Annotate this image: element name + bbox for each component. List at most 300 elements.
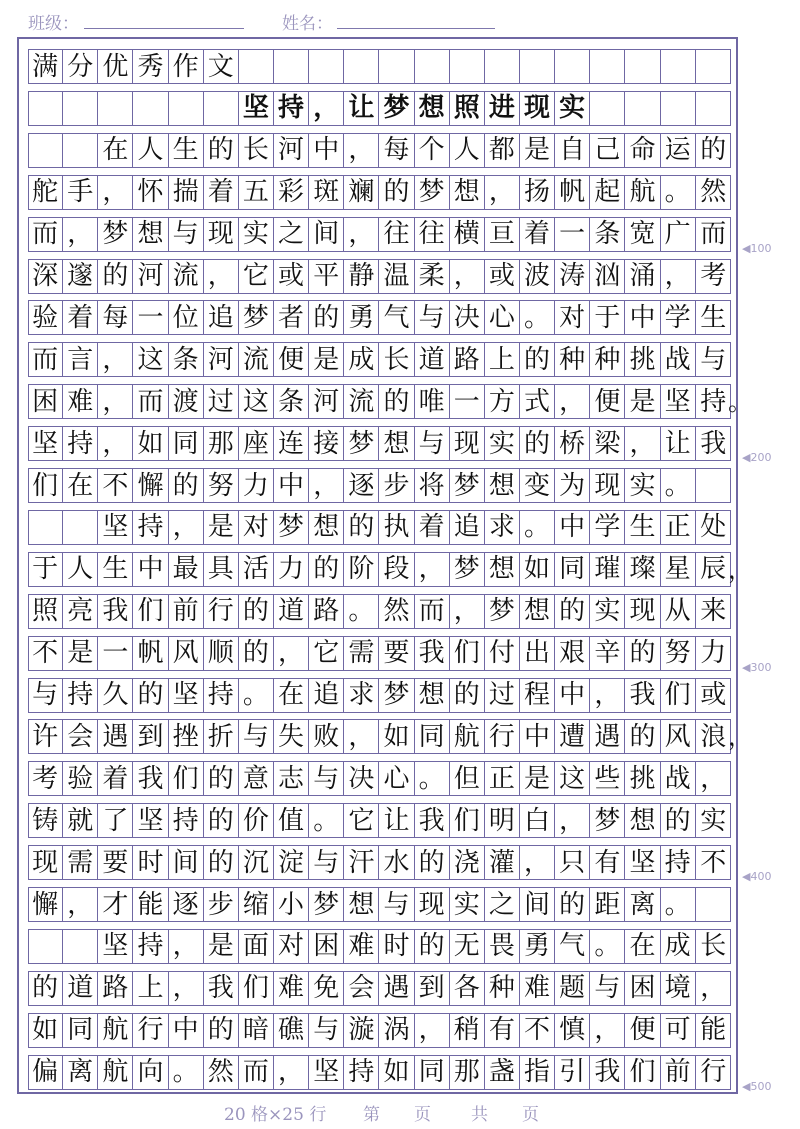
- grid-cell: [204, 91, 239, 126]
- grid-cell: 艰: [555, 636, 590, 671]
- grid-cell: 暗: [239, 1013, 274, 1048]
- grid-cell: 现: [204, 217, 239, 252]
- grid-cell: 力: [274, 552, 309, 587]
- grid-cell: [63, 929, 98, 964]
- grid-cell: 就: [63, 803, 98, 838]
- grid-cell: 照: [28, 594, 63, 629]
- grid-cell: 梦: [344, 426, 379, 461]
- grid-cell: 生: [625, 510, 660, 545]
- grid-cell: 着: [520, 217, 555, 252]
- grid-cell: 想: [520, 594, 555, 629]
- grid-cell: 对: [555, 300, 590, 335]
- grid-cell: 汹: [590, 259, 625, 294]
- grid-cell: 们: [28, 468, 63, 503]
- grid-cell: 坚: [133, 803, 168, 838]
- grid-cell: 而: [28, 342, 63, 377]
- grid-cell: 路: [309, 594, 344, 629]
- grid-cell: 逐: [344, 468, 379, 503]
- grid-cell: [274, 49, 309, 84]
- grid-cell: 中: [169, 1013, 204, 1048]
- grid-cell: 航: [450, 719, 485, 754]
- grid-cell: 我: [204, 971, 239, 1006]
- grid-cell: ，: [415, 1013, 450, 1048]
- overflow-mark: ，: [728, 555, 752, 584]
- grid-row: [28, 259, 731, 294]
- grid-cell: 想: [309, 510, 344, 545]
- grid-cell: 。: [590, 929, 625, 964]
- grid-cell: 能: [133, 887, 168, 922]
- grid-cell: ，: [485, 175, 520, 210]
- grid-cell: 不: [700, 847, 727, 878]
- grid-cell: 道: [274, 594, 309, 629]
- grid-cell: 风: [661, 719, 696, 754]
- grid-cell: [63, 510, 98, 545]
- grid-cell: 持: [63, 678, 98, 713]
- word-count-marker: ◀100: [742, 241, 772, 255]
- overflow-mark: ，: [728, 723, 752, 752]
- grid-cell: 现: [520, 91, 555, 126]
- grid-cell: 想: [344, 887, 379, 922]
- grid-cell: 小: [274, 887, 309, 922]
- grid-cell: 中: [625, 300, 660, 335]
- grid-cell: 邃: [63, 259, 98, 294]
- grid-cell: 不: [520, 1013, 555, 1048]
- grid-cell: 河: [133, 259, 168, 294]
- grid-row: [28, 426, 731, 461]
- grid-cell: 持: [700, 386, 727, 417]
- grid-cell: ，: [98, 342, 133, 377]
- grid-cell: 如: [379, 719, 414, 754]
- grid-cell: 而: [133, 384, 168, 419]
- grid-cell: 现: [450, 426, 485, 461]
- grid-cell: 的: [204, 845, 239, 880]
- grid-cell: 顺: [204, 636, 239, 671]
- grid-cell: 种: [590, 342, 625, 377]
- grid-cell: 了: [98, 803, 133, 838]
- grid-cell: 失: [274, 719, 309, 754]
- grid-cell: 照: [450, 91, 485, 126]
- grid-cell: [661, 49, 696, 84]
- grid-cell: [63, 91, 98, 126]
- grid-row: [28, 719, 731, 754]
- grid-cell: 无: [450, 929, 485, 964]
- grid-cell: 的: [520, 426, 555, 461]
- grid-cell: 与: [590, 971, 625, 1006]
- grid-cell: 实: [590, 594, 625, 629]
- grid-cell: 梦: [590, 803, 625, 838]
- grid-cell: 铸: [28, 803, 63, 838]
- grid-cell: 距: [590, 887, 625, 922]
- grid-cell: 的: [133, 678, 168, 713]
- grid-cell: 持: [133, 929, 168, 964]
- grid-cell: 与: [379, 887, 414, 922]
- grid-cell: 斓: [344, 175, 379, 210]
- grid-cell: 实: [555, 91, 590, 126]
- grid-cell: 价: [239, 803, 274, 838]
- grid-cell: 与: [28, 678, 63, 713]
- grid-cell: 人: [63, 552, 98, 587]
- grid-cell: 将: [415, 468, 450, 503]
- grid-cell: 梦: [450, 552, 485, 587]
- grid-cell: 在: [63, 468, 98, 503]
- grid-cell: [661, 91, 696, 126]
- grid-row: [28, 133, 731, 168]
- grid-cell: 坚: [625, 845, 660, 880]
- grid-cell: 的: [661, 803, 696, 838]
- grid-cell: 我: [590, 1055, 625, 1090]
- grid-cell: 往: [379, 217, 414, 252]
- grid-cell: [415, 49, 450, 84]
- grid-cell: 秀: [133, 49, 168, 84]
- grid-cell: 梦: [415, 175, 450, 210]
- grid-cell: 河: [309, 384, 344, 419]
- grid-cell: 柔: [415, 259, 450, 294]
- grid-cell: [696, 49, 731, 84]
- grid-cell: ，: [274, 636, 309, 671]
- grid-cell: 们: [661, 678, 696, 713]
- grid-cell: 的: [625, 719, 660, 754]
- grid-cell: 的: [239, 636, 274, 671]
- grid-cell: 的: [555, 594, 590, 629]
- grid-cell: ，: [63, 887, 98, 922]
- grid-cell: 梦: [379, 678, 414, 713]
- grid-cell: 航: [625, 175, 660, 210]
- grid-cell: 白: [520, 803, 555, 838]
- grid-cell: 连: [274, 426, 309, 461]
- grid-cell: 步: [204, 887, 239, 922]
- grid-cell: 会: [344, 971, 379, 1006]
- overflow-mark: 。: [728, 388, 752, 417]
- grid-cell: 不: [28, 636, 63, 671]
- grid-cell: 现: [590, 468, 625, 503]
- grid-cell: 实: [625, 468, 660, 503]
- grid-cell: 坚: [98, 929, 133, 964]
- grid-cell: 与: [415, 426, 450, 461]
- grid-cell: 流: [239, 342, 274, 377]
- grid-cell: 时: [133, 845, 168, 880]
- grid-row: [28, 761, 731, 796]
- grid-cell: 学: [661, 300, 696, 335]
- grid-cell: 让: [661, 426, 696, 461]
- grid-cell: 可: [661, 1013, 696, 1048]
- name-blank-line: [337, 28, 495, 29]
- grid-cell: 我: [700, 428, 727, 459]
- grid-cell: 间: [309, 217, 344, 252]
- word-count-marker: ◀300: [742, 660, 772, 674]
- grid-cell: 我: [415, 636, 450, 671]
- grid-cell: 从: [661, 594, 696, 629]
- grid-cell: 过: [485, 678, 520, 713]
- grid-cell: 变: [520, 468, 555, 503]
- grid-cell: 气: [379, 300, 414, 335]
- grid-cell: ，: [661, 259, 696, 294]
- grid-cell: 有: [590, 845, 625, 880]
- grid-cell: 或: [700, 680, 727, 710]
- grid-cell: 心: [485, 300, 520, 335]
- grid-cell: 的: [520, 342, 555, 377]
- grid-cell: 便: [625, 1013, 660, 1048]
- grid-cell: 涌: [625, 259, 660, 294]
- grid-cell: 的: [555, 887, 590, 922]
- grid-cell: 勇: [520, 929, 555, 964]
- grid-cell: 道: [63, 971, 98, 1006]
- grid-cell: 淀: [274, 845, 309, 880]
- grid-cell: 的: [98, 259, 133, 294]
- grid-cell: 人: [133, 133, 168, 168]
- grid-row-title: [28, 91, 731, 126]
- grid-cell: 引: [555, 1055, 590, 1090]
- grid-cell: 如: [28, 1013, 63, 1048]
- grid-cell: 然: [204, 1055, 239, 1090]
- grid-cell: 时: [379, 929, 414, 964]
- grid-cell: [28, 133, 63, 168]
- grid-cell: 中: [309, 133, 344, 168]
- grid-cell: 上: [133, 971, 168, 1006]
- grid-cell: 行: [204, 594, 239, 629]
- grid-cell: [485, 49, 520, 84]
- grid-cell: 扬: [520, 175, 555, 210]
- grid-cell: 是: [63, 636, 98, 671]
- grid-cell: 辛: [590, 636, 625, 671]
- grid-cell: ，: [555, 803, 590, 838]
- grid-cell: 偏: [28, 1055, 63, 1090]
- grid-cell: 力: [700, 638, 727, 669]
- grid-cell: 长: [239, 133, 274, 168]
- grid-cell: 浪: [700, 721, 727, 752]
- grid-cell: 想: [379, 426, 414, 461]
- grid-cell: 现: [28, 845, 63, 880]
- grid-cell: 或: [274, 259, 309, 294]
- grid-cell: 正: [661, 510, 696, 545]
- grid-cell: 梦: [309, 887, 344, 922]
- grid-cell: 梦: [239, 300, 274, 335]
- grid-cell: 的: [204, 761, 239, 796]
- grid-cell: 帆: [133, 636, 168, 671]
- grid-cell: 梦: [379, 91, 414, 126]
- grid-cell: 的: [625, 636, 660, 671]
- grid-cell: 持: [661, 845, 696, 880]
- grid-cell: 的: [450, 678, 485, 713]
- grid-cell: 上: [485, 342, 520, 377]
- grid-cell: 梦: [450, 468, 485, 503]
- grid-cell: 我: [98, 594, 133, 629]
- grid-cell: 进: [485, 91, 520, 126]
- grid-cell: 与: [700, 344, 727, 375]
- grid-cell: 而: [239, 1055, 274, 1090]
- grid-cell: 验: [28, 300, 63, 335]
- grid-cell: ，: [344, 133, 379, 168]
- grid-cell: ，: [415, 552, 450, 587]
- grid-cell: 种: [555, 342, 590, 377]
- grid-cell: 决: [344, 761, 379, 796]
- total-pages-label: 共 页: [471, 1105, 539, 1125]
- grid-cell: 梦: [98, 217, 133, 252]
- grid-cell: 困: [28, 384, 63, 419]
- grid-cell: [696, 468, 731, 503]
- grid-cell: 。: [309, 803, 344, 838]
- grid-cell: 的: [204, 803, 239, 838]
- grid-cell: 志: [274, 761, 309, 796]
- grid-spec-label: 20 格×25 行: [224, 1105, 327, 1125]
- grid-cell: 往: [415, 217, 450, 252]
- grid-cell: 的: [344, 510, 379, 545]
- grid-cell: 许: [28, 719, 63, 754]
- grid-cell: 位: [169, 300, 204, 335]
- grid-cell: 想: [133, 217, 168, 252]
- grid-row: [28, 636, 731, 671]
- grid-cell: 们: [239, 971, 274, 1006]
- grid-cell: 。: [169, 1055, 204, 1090]
- grid-cell: 梦: [274, 510, 309, 545]
- grid-cell: 过: [204, 384, 239, 419]
- grid-cell: 的: [239, 594, 274, 629]
- grid-cell: 持: [133, 510, 168, 545]
- grid-row: [28, 384, 731, 419]
- grid-cell: 让: [379, 803, 414, 838]
- grid-cell: 梦: [485, 594, 520, 629]
- grid-cell: 成: [661, 929, 696, 964]
- grid-cell: 战: [661, 761, 696, 796]
- grid-cell: 同: [415, 719, 450, 754]
- grid-row: [28, 552, 731, 587]
- grid-cell: [590, 91, 625, 126]
- grid-cell: 只: [555, 845, 590, 880]
- grid-cell: 为: [555, 468, 590, 503]
- grid-cell: 的: [204, 1013, 239, 1048]
- grid-cell: 一: [555, 217, 590, 252]
- grid-cell: ，: [169, 510, 204, 545]
- grid-cell: 它: [309, 636, 344, 671]
- grid-cell: [98, 91, 133, 126]
- grid-cell: 步: [379, 468, 414, 503]
- grid-cell: 亮: [63, 594, 98, 629]
- grid-cell: 行: [485, 719, 520, 754]
- grid-cell: 都: [485, 133, 520, 168]
- grid-cell: 力: [239, 468, 274, 503]
- grid-row: [28, 887, 731, 922]
- grid-cell: 离: [625, 887, 660, 922]
- grid-cell: 考: [28, 761, 63, 796]
- grid-cell: 出: [520, 636, 555, 671]
- grid-cell: 流: [344, 384, 379, 419]
- grid-cell: 接: [309, 426, 344, 461]
- grid-cell: 涛: [555, 259, 590, 294]
- grid-cell: 一: [450, 384, 485, 419]
- grid-cell: 作: [169, 49, 204, 84]
- grid-cell: 中: [555, 510, 590, 545]
- grid-cell: 这: [133, 342, 168, 377]
- grid-cell: 璀: [590, 552, 625, 587]
- grid-cell: 坚: [309, 1055, 344, 1090]
- grid-row: [28, 971, 731, 1006]
- grid-cell: 怀: [133, 175, 168, 210]
- grid-cell: 挑: [625, 761, 660, 796]
- grid-cell: 些: [590, 761, 625, 796]
- grid-cell: 河: [274, 133, 309, 168]
- grid-cell: [450, 49, 485, 84]
- grid-cell: 懈: [28, 887, 63, 922]
- grid-row: [28, 929, 731, 964]
- grid-cell: 会: [63, 719, 98, 754]
- grid-cell: 揣: [169, 175, 204, 210]
- grid-cell: 但: [450, 761, 485, 796]
- grid-cell: 程: [520, 678, 555, 713]
- grid-cell: 处: [700, 512, 727, 543]
- grid-cell: 们: [133, 594, 168, 629]
- grid-cell: 活: [239, 552, 274, 587]
- grid-cell: 便: [274, 342, 309, 377]
- grid-cell: 同: [63, 1013, 98, 1048]
- grid-cell: 如: [133, 426, 168, 461]
- grid-cell: 正: [485, 761, 520, 796]
- grid-cell: 离: [63, 1055, 98, 1090]
- word-count-marker: ◀500: [742, 1079, 772, 1093]
- grid-cell: 着: [63, 300, 98, 335]
- grid-cell: 阶: [344, 552, 379, 587]
- grid-cell: 起: [590, 175, 625, 210]
- grid-cell: 遇: [98, 719, 133, 754]
- grid-cell: 有: [485, 1013, 520, 1048]
- grid-cell: 久: [98, 678, 133, 713]
- grid-cell: 我: [133, 761, 168, 796]
- grid-cell: 风: [169, 636, 204, 671]
- grid-cell: 方: [485, 384, 520, 419]
- grid-cell: 追: [204, 300, 239, 335]
- grid-cell: 想: [450, 175, 485, 210]
- grid-cell: 满: [28, 49, 63, 84]
- grid-cell: 着: [415, 510, 450, 545]
- grid-cell: 如: [379, 1055, 414, 1090]
- grid-cell: 折: [204, 719, 239, 754]
- grid-cell: 条: [274, 384, 309, 419]
- grid-cell: 水: [379, 845, 414, 880]
- grid-cell: 道: [415, 342, 450, 377]
- grid-cell: 中: [520, 719, 555, 754]
- grid-cell: 实: [239, 217, 274, 252]
- grid-cell: 到: [133, 719, 168, 754]
- grid-cell: 长: [379, 342, 414, 377]
- grid-cell: 难: [274, 971, 309, 1006]
- grid-cell: ，: [450, 259, 485, 294]
- grid-cell: 心: [379, 761, 414, 796]
- grid-cell: 意: [239, 761, 274, 796]
- grid-cell: 努: [661, 636, 696, 671]
- grid-cell: 己: [590, 133, 625, 168]
- grid-cell: 难: [520, 971, 555, 1006]
- grid-cell: 自: [555, 133, 590, 168]
- grid-cell: 每: [379, 133, 414, 168]
- grid-cell: 航: [98, 1013, 133, 1048]
- grid-cell: 。: [520, 510, 555, 545]
- grid-cell: 每: [98, 300, 133, 335]
- grid-cell: [696, 91, 731, 126]
- grid-cell: 题: [555, 971, 590, 1006]
- grid-cell: 的: [309, 552, 344, 587]
- grid-cell: 难: [63, 384, 98, 419]
- grid-cell: 明: [485, 803, 520, 838]
- grid-cell: 流: [169, 259, 204, 294]
- grid-cell: 舵: [28, 175, 63, 210]
- grid-row: [28, 342, 731, 377]
- grid-cell: 与: [309, 845, 344, 880]
- grid-cell: 实: [700, 805, 727, 836]
- grid-cell: 斑: [309, 175, 344, 210]
- grid-cell: 们: [169, 761, 204, 796]
- grid-cell: 桥: [555, 426, 590, 461]
- grid-cell: 如: [520, 552, 555, 587]
- grid-cell: ，: [204, 259, 239, 294]
- grid-cell: 座: [239, 426, 274, 461]
